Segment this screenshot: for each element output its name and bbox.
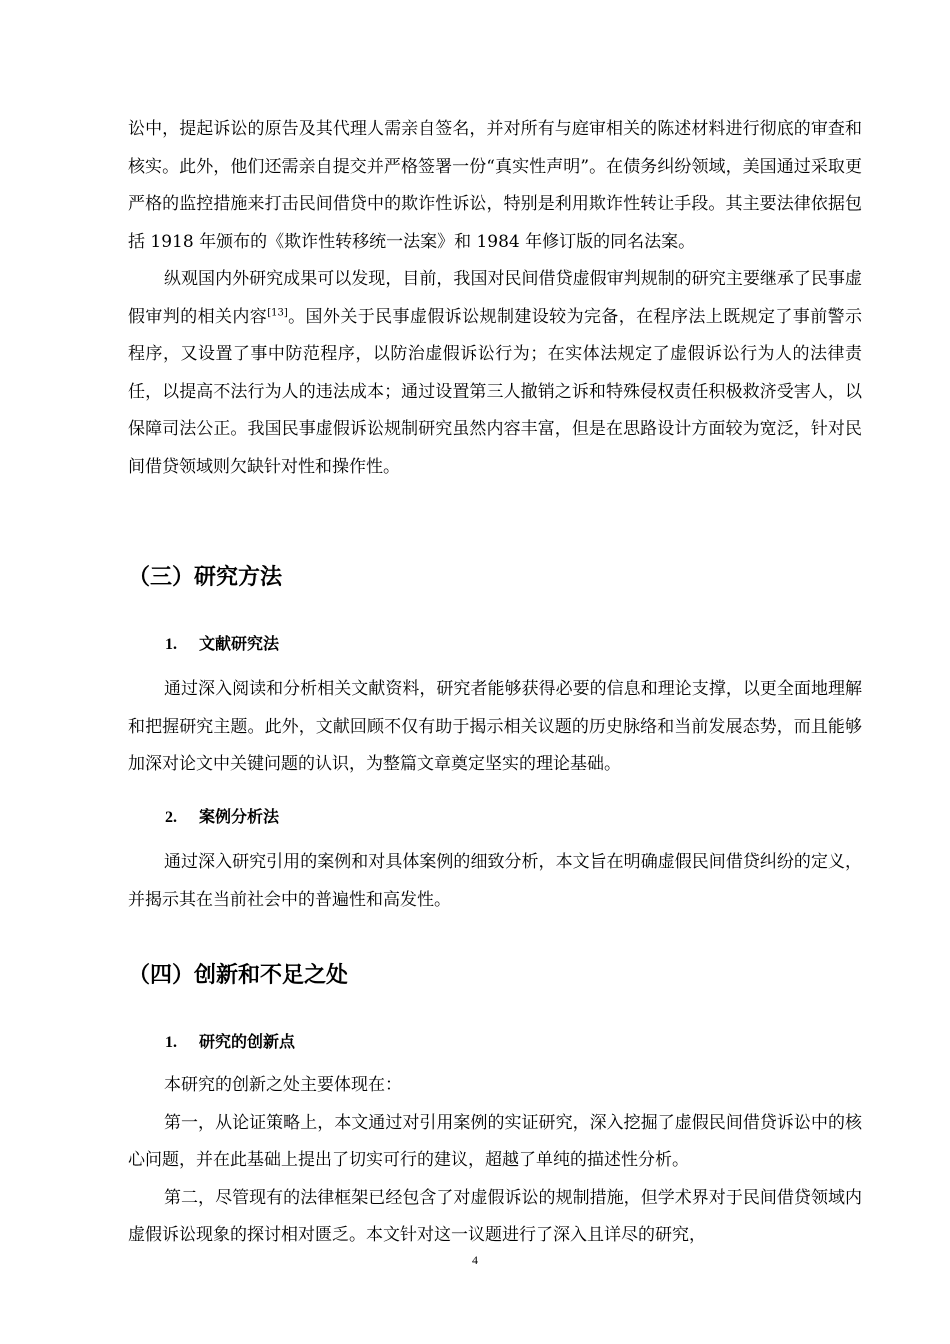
innovation-text-block	[128, 1067, 862, 1255]
intro-text-block	[128, 111, 862, 486]
paragraph-research-summary-part2: 。国外关于民事虚假诉讼规制建设较为完备，在程序法上既规定了事前警示程序，又设置了事中防范程序，以防治虚假诉讼行为；在实体法规定了虚假诉讼行为人的法律责任，以提高不法行为人的违法成本；通过设置第三人撤销之诉和特殊侵权责任积极救济受害人，以保障司法公正。我国民事虚假诉讼规制研究虽然内容丰富，但是在思路设计方面较为宽泛，针对民间借贷领域则欠缺针对性和操作性。	[128, 306, 863, 477]
case-analysis-text-block	[128, 844, 862, 919]
subheading-number: 2.	[165, 809, 177, 826]
subheading-number: 1.	[165, 636, 177, 653]
paragraph-innovation-first: 第一，从论证策略上，本文通过对引用案例的实证研究，深入挖掘了虚假民间借贷诉讼中的核心问题，并在此基础上提出了切实可行的建议，超越了单纯的描述性分析。	[128, 1112, 862, 1170]
subheading-literature-method	[165, 632, 855, 657]
paragraph-research-summary	[128, 261, 862, 486]
subheading-title: 文献研究法	[199, 634, 280, 653]
paragraph-literature-method: 通过深入阅读和分析相关文献资料，研究者能够获得必要的信息和理论支撑，以更全面地理解和把握研究主题。此外，文献回顾不仅有助于揭示相关议题的历史脉络和当前发展态势，而且能够加深对论文中关键问题的认识，为整篇文章奠定坚实的理论基础。	[128, 679, 862, 774]
paragraph-case-analysis: 通过深入研究引用的案例和对具体案例的细致分析，本文旨在明确虚假民间借贷纠纷的定义，并揭示其在当前社会中的普遍性和高发性。	[128, 852, 862, 910]
literature-method-text-block	[128, 671, 862, 784]
subheading-number: 1.	[165, 1034, 177, 1051]
paragraph-research-summary-part1: 纵观国内外研究成果可以发现，目前，我国对民间借贷虚假审判规制的研究主要继承了民事虚假审判的相关内容	[128, 269, 862, 327]
section-heading-research-methods: （三）研究方法	[128, 565, 283, 590]
paragraph-us-practice: 讼中，提起诉讼的原告及其代理人需亲自签名，并对所有与庭审相关的陈述材料进行彻底的审查和核实。此外，他们还需亲自提交并严格签署一份“真实性声明”。在债务纠纷领域，美国通过采取更严格的监控措施来打击民间借贷中的欺诈性诉讼，特别是利用欺诈性转让手段。其主要法律依据包括 1918 年颁布的《欺诈性转移统一法案》和 1984 年修订版的同名法案。	[128, 119, 862, 252]
paragraph-innovation-intro: 本研究的创新之处主要体现在：	[164, 1075, 402, 1095]
subheading-title: 研究的创新点	[199, 1032, 296, 1051]
subheading-innovation-points	[165, 1030, 855, 1055]
subheading-case-analysis	[165, 805, 855, 830]
section-heading-innovation: （四）创新和不足之处	[128, 963, 349, 988]
subheading-title: 案例分析法	[199, 807, 280, 826]
paragraph-innovation-second: 第二，尽管现有的法律框架已经包含了对虚假诉讼的规制措施，但学术界对于民间借贷领域内虚假诉讼现象的探讨相对匮乏。本文针对这一议题进行了深入且详尽的研究，	[128, 1187, 862, 1245]
page-number: 4	[472, 1253, 478, 1267]
citation-13: [13]	[267, 306, 288, 318]
